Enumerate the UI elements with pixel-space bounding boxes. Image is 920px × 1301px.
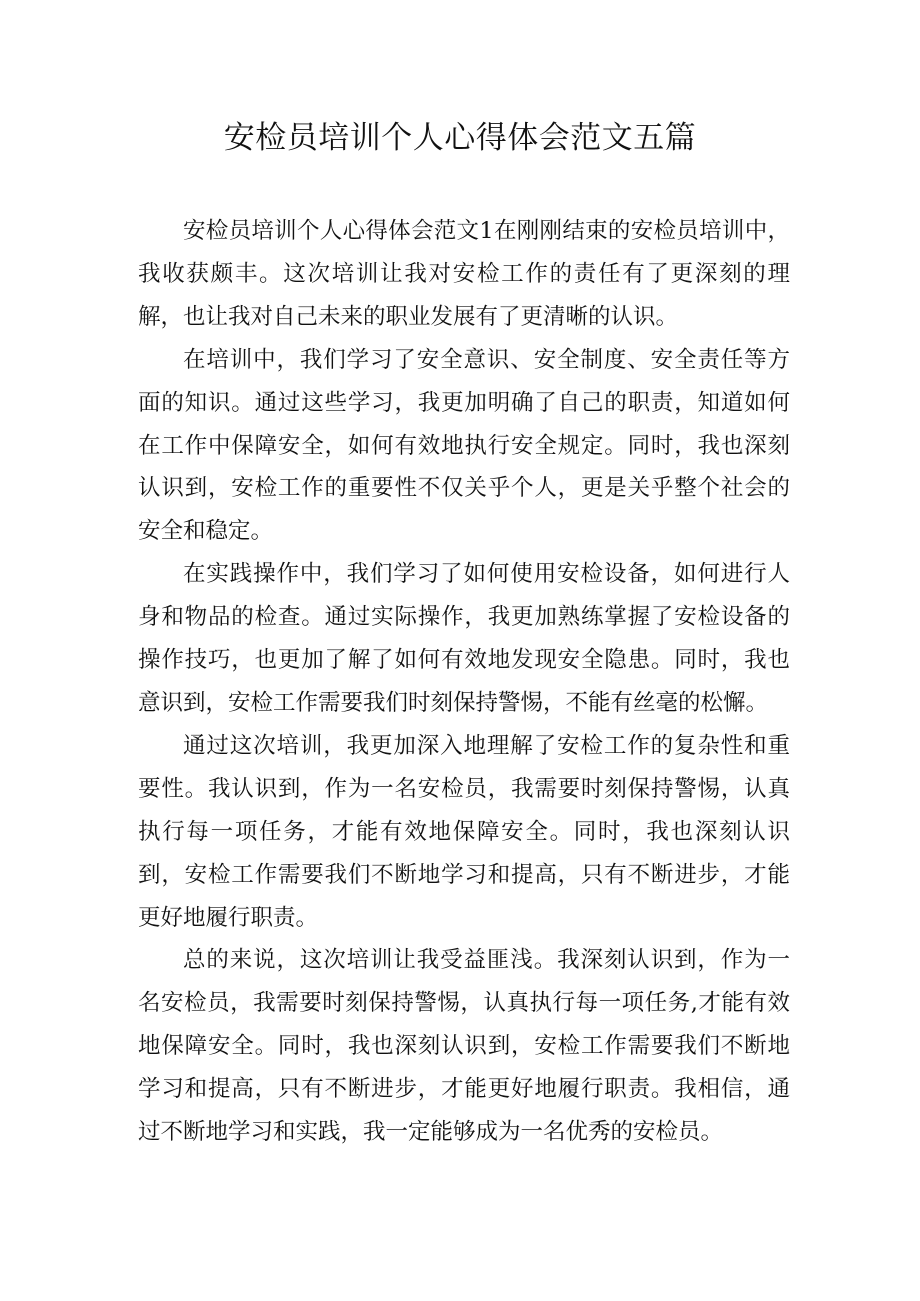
document-title: 安检员培训个人心得体会范文五篇	[223, 120, 697, 156]
paragraph-1: 安检员培训个人心得体会范文1在刚刚结束的安检员培训中，我收获颇丰。这次培训让我对安检工作的责任有了更深刻的理解，也让我对自己未来的职业发展有了更清晰的认识。	[138, 218, 790, 330]
document-body	[138, 210, 790, 1154]
paragraph-5: 总的来说，这次培训让我受益匪浅。我深刻认识到，作为一名安检员，我需要时刻保持警惕，认真执行每一项任务,才能有效地保障安全。同时，我也深刻认识到，安检工作需要我们不断地学习和提高，只有不断进步，才能更好地履行职责。我相信，通过不断地学习和实践，我一定能够成为一名优秀的安检员。	[138, 947, 790, 1146]
paragraph-4: 通过这次培训，我更加深入地理解了安检工作的复杂性和重要性。我认识到，作为一名安检员，我需要时刻保持警惕，认真执行每一项任务，才能有效地保障安全。同时，我也深刻认识到，安检工作需要我们不断地学习和提高，只有不断进步，才能更好地履行职责。	[138, 732, 790, 931]
paragraph-2: 在培训中，我们学习了安全意识、安全制度、安全责任等方面的知识。通过这些学习，我更加明确了自己的职责，知道如何在工作中保障安全，如何有效地执行安全规定。同时，我也深刻认识到，安检工作的重要性不仅关乎个人，更是关乎整个社会的安全和稳定。	[138, 346, 790, 545]
paragraph-3: 在实践操作中，我们学习了如何使用安检设备，如何进行人身和物品的检查。通过实际操作，我更加熟练掌握了安检设备的操作技巧，也更加了解了如何有效地发现安全隐患。同时，我也意识到，安检工作需要我们时刻保持警惕，不能有丝毫的松懈。	[138, 561, 790, 716]
